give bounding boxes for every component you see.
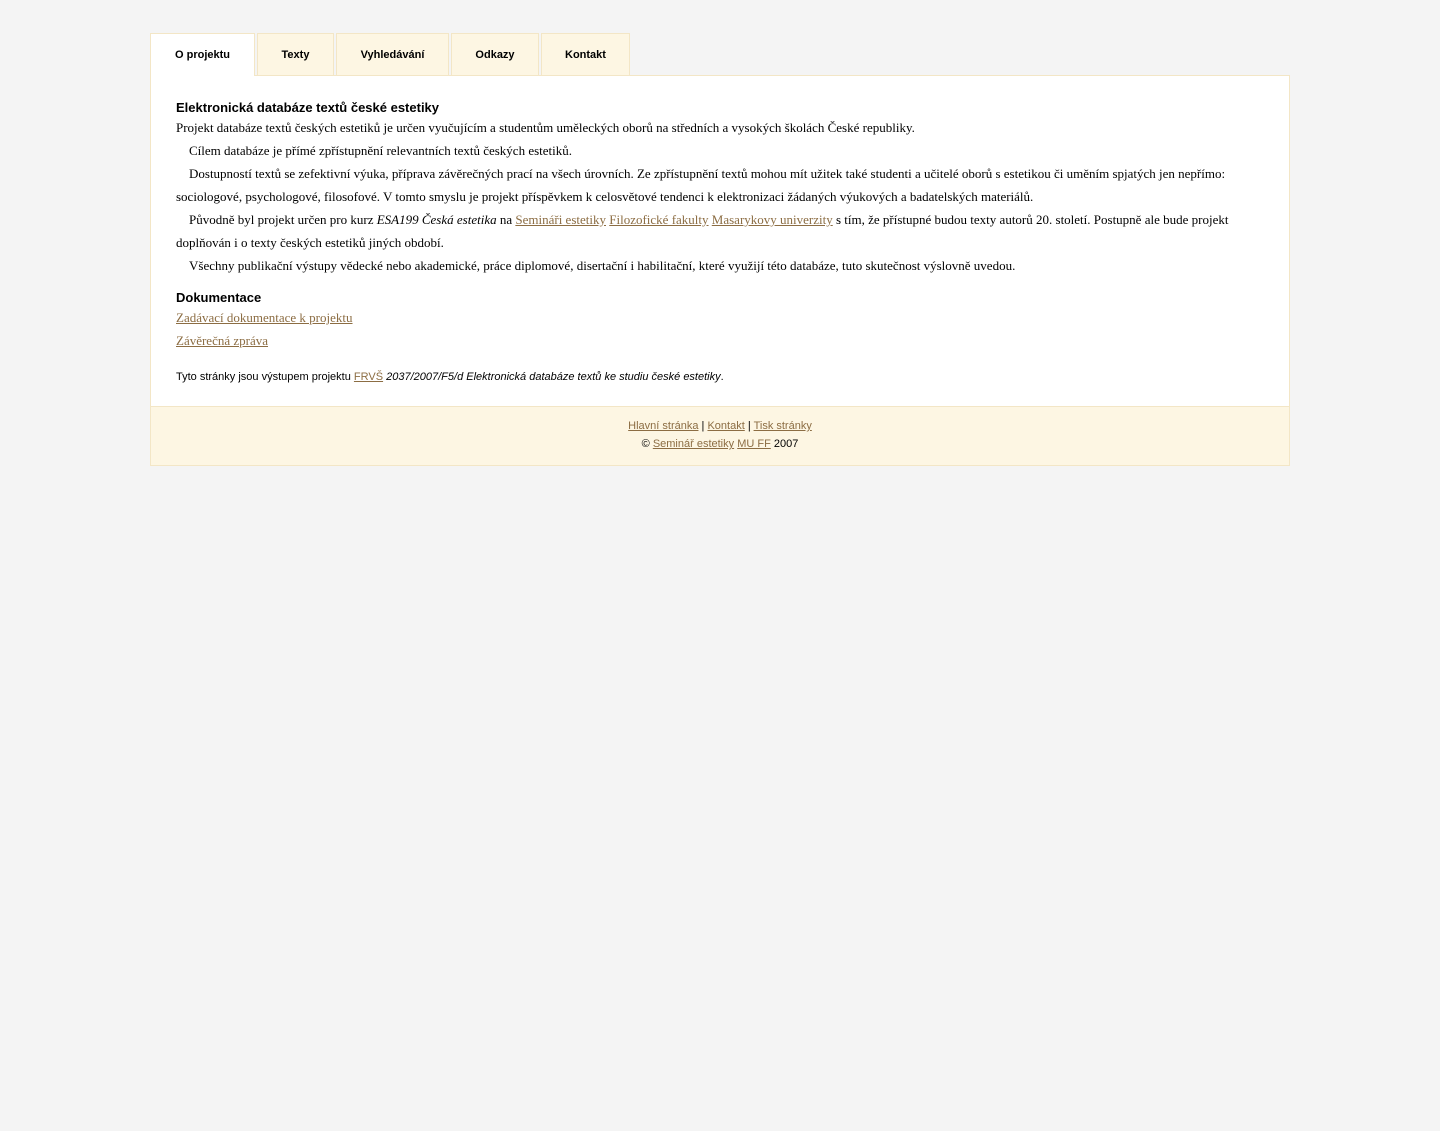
tab-odkazy[interactable]: Odkazy (451, 33, 539, 75)
footer (150, 406, 1290, 466)
university-link[interactable]: Masarykovy univerzity (711, 212, 833, 227)
faculty-link[interactable]: Filozofické fakulty (609, 212, 709, 227)
copyright-symbol: © (641, 438, 650, 450)
docs-list (176, 306, 1265, 352)
page-wrapper (150, 33, 1290, 466)
p4-post: s tím, že přístupné budou texty autorů 20. století. Postupně ale bude projekt doplňován i o texty českých estetiků jiných období. (176, 212, 1229, 250)
footer-copyright (151, 435, 1289, 453)
project-note: Tyto stránky jsou výstupem projektu FRVŠ 2037/2007/F5/d Elektronická databáze textů ke studiu české estetiky. (176, 371, 724, 383)
tab-kontakt[interactable]: Kontakt (541, 33, 630, 75)
assignment-doc-link[interactable]: Zadávací dokumentace k projektu (176, 310, 353, 325)
paragraph-2: Cílem databáze je přímé zpřístupnění relevantních textů českých estetiků. (189, 143, 572, 158)
print-link[interactable]: Tisk stránky (753, 420, 812, 432)
contact-link[interactable]: Kontakt (707, 420, 745, 432)
tab-texty[interactable]: Texty (257, 33, 334, 75)
intro-text (176, 116, 1265, 277)
mu-ff-link[interactable]: MU FF (737, 438, 771, 450)
note-project-title: 2037/2007/F5/d Elektronická databáze textů ke studiu české estetiky (386, 371, 721, 383)
paragraph-5: Všechny publikační výstupy vědecké nebo akademické, práce diplomové, disertační i habilitační, které využijí této databáze, tuto skutečnost výslovně uvedou. (189, 258, 1016, 273)
tab-vyhledavani[interactable]: Vyhledávání (336, 33, 449, 75)
tab-bar (150, 33, 1290, 75)
page-title: Elektronická databáze textů české estetiky (176, 100, 440, 115)
course-name: ESA199 Česká estetika (376, 212, 497, 227)
final-report-link[interactable]: Závěrečná zpráva (176, 333, 269, 348)
seminar-estetiky-link[interactable]: Seminář estetiky (652, 438, 735, 450)
paragraph-3: Dostupností textů se zefektivní výuka, příprava závěrečných prací na všech úrovních. Ze zpřístupnění textů mohou mít užitek také studenti a učitelé oborů s estetikou či uměním spjatých jen nepřímo: sociologové, psychologové, filosofové. V tomto smyslu je projekt příspěvkem k celosvětové tendenci k elektronizaci žádaných výukových a badatelských materiálů. (176, 166, 1226, 204)
p4-pre: Původně byl projekt určen pro kurz (189, 212, 377, 227)
note-pre: Tyto stránky jsou výstupem projektu (176, 371, 354, 383)
frvs-link[interactable]: FRVŠ (353, 371, 384, 383)
seminar-link[interactable]: Semináři estetiky (515, 212, 606, 227)
home-link[interactable]: Hlavní stránka (628, 420, 699, 432)
footer-year: 2007 (773, 438, 799, 450)
paragraph-4 (176, 208, 1265, 254)
docs-title: Dokumentace (176, 290, 262, 305)
p4-na: na (496, 212, 516, 227)
footer-nav: Hlavní stránka | Kontakt | Tisk stránky (628, 420, 812, 432)
tab-o-projektu[interactable]: O projektu (150, 33, 255, 76)
paragraph-1: Projekt databáze textů českých estetiků je určen vyučujícím a studentům uměleckých oborů na středních a vysokých školách České republiky. (176, 120, 915, 135)
main-content (150, 75, 1290, 406)
